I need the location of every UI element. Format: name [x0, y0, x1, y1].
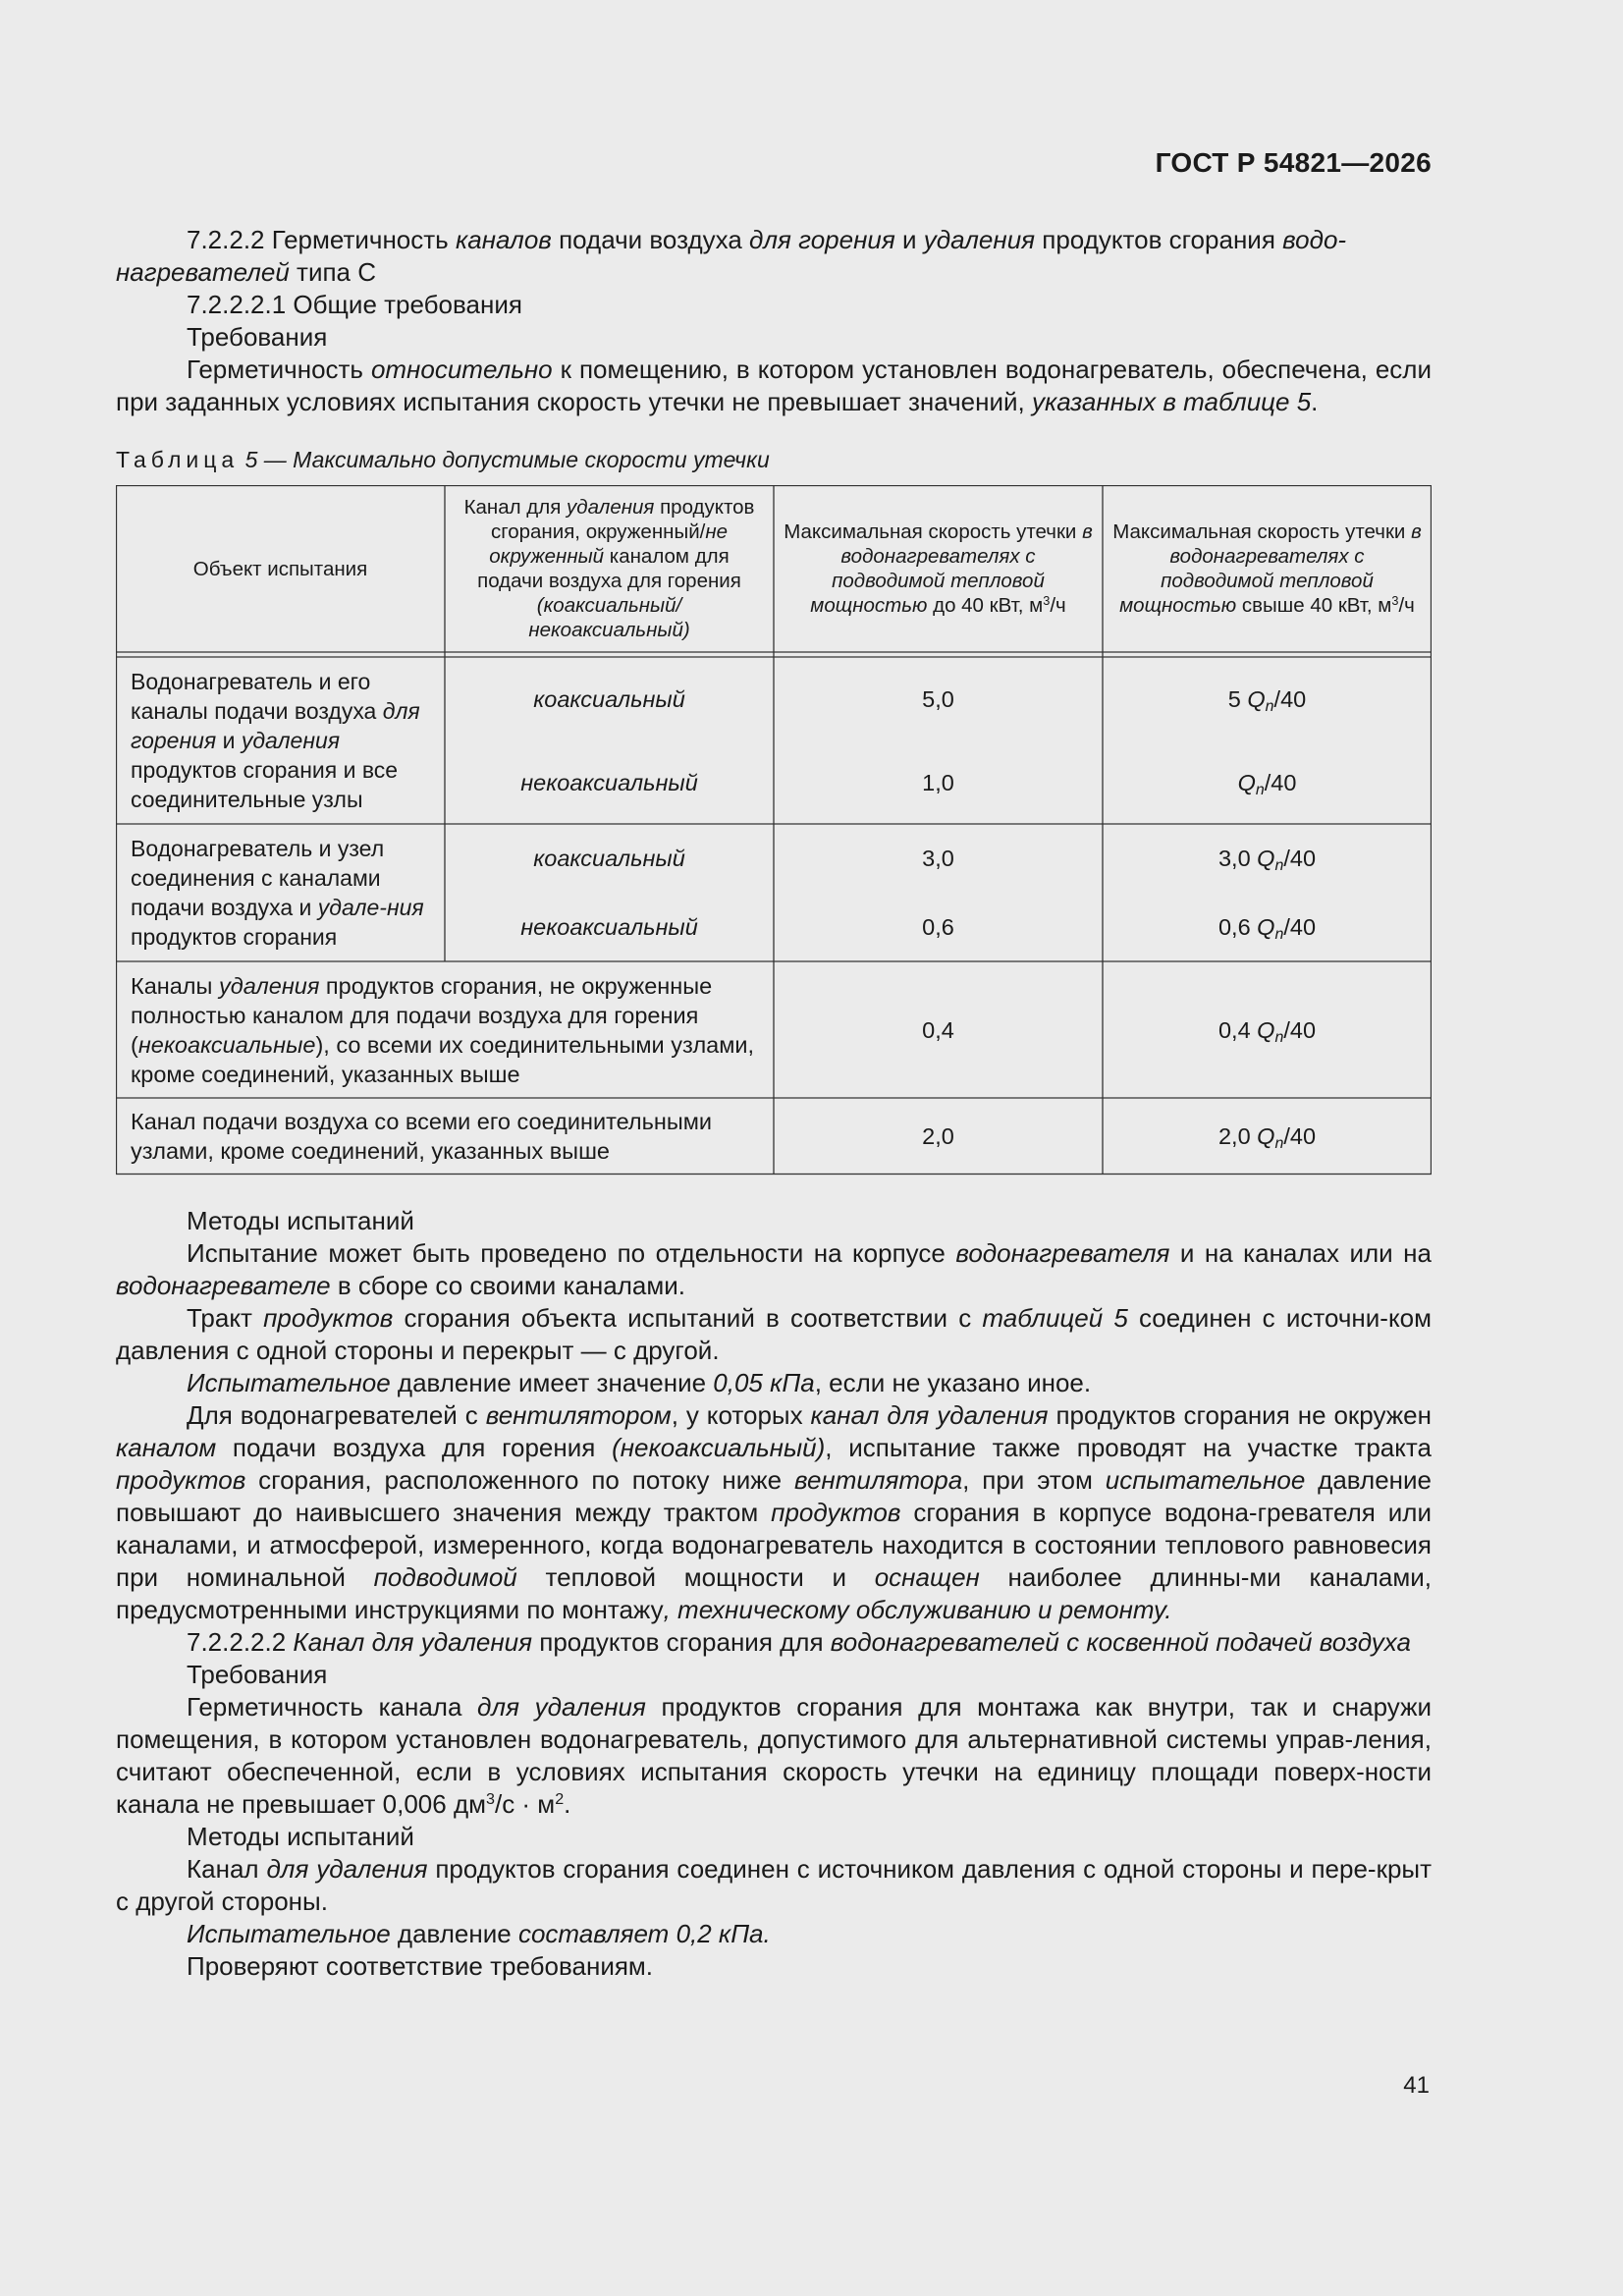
text-run: 7.2.2.2.1 Общие требования [187, 290, 522, 319]
text-run: 0,6 [922, 914, 954, 940]
text-run: Герметичность канала [187, 1692, 478, 1722]
page-number: 41 [1403, 2072, 1430, 2099]
intro-paragraph [116, 289, 1432, 321]
superscript: 3 [1043, 593, 1051, 609]
text-run: /с · м [494, 1789, 556, 1819]
text-run: ), со всеми их соединительными узлами, кроме соединений, указанных выше [131, 1031, 755, 1087]
text-run: Канал для [463, 496, 568, 519]
intro-paragraph [116, 354, 1432, 418]
text-run: Каналы [131, 972, 219, 999]
text-run: Требования [187, 322, 328, 352]
text-run: соединен с источни-ком давления с одной стороны и перекрыт — с другой. [116, 1303, 1432, 1365]
subscript: n [1274, 1028, 1284, 1046]
text-run: подачи воздуха для горения [216, 1433, 613, 1462]
text-run: тепловой мощности и [516, 1562, 875, 1592]
text-run: 0,4 [1217, 1016, 1258, 1043]
italic-run: относительно [370, 355, 553, 384]
leak-rate-table [116, 485, 1432, 1177]
body-paragraph [116, 1237, 1432, 1302]
text-run: 5,0 [922, 685, 954, 712]
text-run: и [894, 225, 924, 254]
italic-run: продуктов [263, 1303, 394, 1333]
body-paragraph [116, 1626, 1432, 1659]
text-run: продуктов сгорания не окружен [1048, 1400, 1432, 1430]
italic-run: водонагревателя [955, 1238, 1170, 1268]
text-run: /40 [1264, 769, 1297, 795]
text-run: сгорания объекта испытаний в соответствии с [393, 1303, 983, 1333]
text-run: , у которых [671, 1400, 811, 1430]
italic-run: водонагревателе [116, 1271, 331, 1300]
subscript: n [1274, 856, 1284, 874]
italic-run: некоаксиальные [137, 1031, 316, 1058]
italic-run: удаления [567, 496, 655, 519]
row2b-rate-over-40 [1103, 893, 1432, 961]
text-run: , испытание также проводят на участке тракта [825, 1433, 1432, 1462]
body-paragraph [116, 1659, 1432, 1691]
subscript: n [1265, 697, 1274, 715]
italic-run: для горения [131, 698, 420, 753]
text-run: 0,6 [1217, 914, 1258, 940]
italic-run: Канал для удаления [293, 1627, 533, 1657]
text-run: , если не указано иное. [814, 1368, 1092, 1397]
row2a-rate-over-40 [1103, 824, 1432, 893]
italic-run: продуктов [116, 1465, 246, 1495]
italic-run: в водонагревателях с подводимой тепловой мощностью [810, 520, 1093, 617]
body-paragraph [116, 1821, 1432, 1853]
text-run: Максимальная скорость утечки [1112, 520, 1412, 543]
row1b-rate-upto-40 [774, 740, 1103, 824]
row2b-rate-upto-40 [774, 893, 1103, 961]
intro-paragraph [116, 224, 1432, 289]
italic-run: Q [1247, 685, 1266, 712]
italic-run: канал для удаления [810, 1400, 1049, 1430]
text-run: продуктов сгорания для монтажа как внутри, так и снаружи помещения, в котором установлен водонагреватель, допустимого для альтернативной системы управ-ления, считают обеспеченной, если в условиях испытания скорость утечки на единицу площади поверх-ности канала не превышает 0,006 дм [116, 1692, 1432, 1819]
italic-run: для удаления [477, 1692, 646, 1722]
text-run: /40 [1283, 914, 1317, 940]
row4-rate-upto-40 [774, 1098, 1103, 1175]
row1a-rate-upto-40 [774, 657, 1103, 740]
italic-run: коаксиальный [533, 685, 685, 712]
body-paragraph [116, 1367, 1432, 1399]
text-run: 0,4 [922, 1016, 954, 1043]
italic-run: некоаксиальный [520, 769, 698, 795]
superscript: 2 [555, 1790, 565, 1809]
text-run: 7.2.2.2 Герметичность [187, 225, 456, 254]
text-run: Герметичность [187, 355, 371, 384]
text-run: и [216, 728, 242, 753]
italic-run: вентилятора [793, 1465, 963, 1495]
row1b-channel-type [445, 740, 774, 824]
body-paragraph [116, 1399, 1432, 1626]
italic-run: 0,05 кПа [713, 1368, 815, 1397]
italic-run: удаления [923, 225, 1036, 254]
body-paragraph [116, 1205, 1432, 1237]
header-rate-upto-40kw [774, 485, 1103, 652]
body-paragraph [116, 1853, 1432, 1918]
subscript: n [1274, 925, 1284, 943]
italic-run: Q [1257, 1016, 1275, 1043]
text-run: Требования [187, 1660, 328, 1689]
superscript: 3 [1391, 593, 1399, 609]
italic-run: Q [1257, 1123, 1275, 1149]
intro-paragraph [116, 321, 1432, 354]
text-run: до 40 кВт, м [927, 594, 1044, 617]
subscript: n [1255, 781, 1265, 798]
header-channel [445, 485, 774, 652]
italic-run: для удаления [266, 1854, 428, 1884]
superscript: 3 [486, 1790, 495, 1809]
text-run: продуктов сгорания и все соединительные узлы [131, 757, 399, 812]
row2a-channel-type [445, 824, 774, 893]
body-paragraph [116, 1918, 1432, 1950]
italic-run: составляет 0,2 кПа. [517, 1919, 771, 1948]
document-header: ГОСТ Р 54821—2026 [1155, 147, 1432, 178]
table-caption-text: 5 — Максимально допустимые скорости утечки [244, 447, 770, 472]
table-caption-label: Таблица [116, 447, 240, 472]
text-run: Водонагреватель и его каналы подачи воздуха [131, 669, 383, 724]
text-run: Для водонагревателей с [187, 1400, 486, 1430]
text-run: /40 [1283, 1016, 1317, 1043]
text-run: Канал [187, 1854, 267, 1884]
body-section [116, 1205, 1432, 1983]
text-run: /ч [1398, 594, 1415, 617]
text-run: Тракт [187, 1303, 264, 1333]
italic-run: коаксиальный [533, 846, 685, 871]
italic-run: в водонагревателях с подводимой тепловой мощностью [1119, 520, 1422, 617]
italic-run: водонагревателей с косвенной подачей воздуха [830, 1627, 1411, 1657]
row1a-channel-type [445, 657, 774, 740]
text-run: Максимальная скорость утечки [784, 520, 1083, 543]
text-run: наиболее длинны-ми каналами, предусмотренными инструкциями по монтажу [116, 1562, 1433, 1624]
row4-object [116, 1098, 774, 1175]
text-run: 3,0 [1217, 846, 1258, 871]
text-run: продуктов сгорания соединен с источником давления с одной стороны и пере-крыт с другой стороны. [116, 1854, 1432, 1916]
text-run: . [564, 1789, 571, 1819]
table-caption [116, 447, 770, 473]
text-run: продуктов сгорания, не окруженные полностью каналом для подачи воздуха для горения ( [131, 972, 713, 1058]
text-run: Методы испытаний [187, 1822, 414, 1851]
text-run: типа С [289, 257, 377, 287]
header-object [116, 485, 445, 652]
row1a-rate-over-40 [1103, 657, 1432, 740]
row3-rate-upto-40 [774, 961, 1103, 1098]
italic-run: испытательное [1105, 1465, 1306, 1495]
text-run: каналом для подачи воздуха для горения [477, 545, 741, 592]
text-run: Проверяют соответствие требованиям. [187, 1951, 654, 1981]
text-run: сгорания, расположенного по потоку ниже [245, 1465, 794, 1495]
text-run: давление [390, 1919, 518, 1948]
text-run: свыше 40 кВт, м [1236, 594, 1392, 617]
text-run: сгорания в корпусе водона-гревателя или каналами, и атмосферой, измеренного, когда водонагреватель находится в состоянии теплового равновесия при номинальной [116, 1498, 1432, 1592]
text-run: /40 [1283, 1123, 1317, 1149]
text-run: 5 [1227, 685, 1248, 712]
italic-run: Испытательное [187, 1919, 391, 1948]
text-run: к помещению, в котором установлен водонагреватель, обеспечена, если при заданных условиях испытания скорость утечки не превышает значений, [116, 355, 1432, 416]
text-run: Испытание может быть проведено по отдельности на корпусе [187, 1238, 956, 1268]
body-paragraph [116, 1302, 1432, 1367]
italic-run: , техническому обслуживанию и ремонту. [663, 1595, 1172, 1624]
text-run: /40 [1283, 846, 1317, 871]
text-run: . [1311, 387, 1319, 416]
text-run: 3,0 [922, 846, 954, 871]
body-paragraph [116, 1691, 1432, 1821]
intro-section [116, 224, 1432, 418]
text-run: давление имеет значение [390, 1368, 714, 1397]
italic-run: вентилятором [485, 1400, 672, 1430]
text-run: Методы испытаний [187, 1206, 414, 1235]
text-run: 1,0 [922, 769, 954, 795]
italic-run: продуктов [771, 1498, 901, 1527]
italic-run: удаления [241, 728, 341, 753]
italic-run: каналом [116, 1433, 217, 1462]
text-run: Канал подачи воздуха со всеми его соединительными узлами, кроме соединений, указанных выше [131, 1109, 712, 1164]
text-run: Водонагреватель и узел соединения с каналами подачи воздуха и [131, 836, 385, 920]
row3-rate-over-40 [1103, 961, 1432, 1098]
text-run: продуктов сгорания [131, 924, 338, 950]
italic-run: таблицей 5 [982, 1303, 1128, 1333]
italic-run: подводимой [373, 1562, 517, 1592]
italic-run: водо-нагревателей [116, 225, 1347, 287]
row3-object [116, 961, 774, 1098]
italic-run: не окруженный [489, 520, 729, 568]
italic-run: удале-ния [317, 895, 424, 920]
text-run: /ч [1050, 594, 1066, 617]
text-run: Объект испытания [192, 557, 368, 580]
italic-run: некоаксиальный [520, 914, 698, 940]
row2a-rate-upto-40 [774, 824, 1103, 893]
italic-run: указанных в таблице 5 [1031, 387, 1312, 416]
italic-run: для горения [749, 225, 895, 254]
italic-run: Q [1257, 846, 1275, 871]
row2b-channel-type [445, 893, 774, 961]
text-run: давление повышают до наивысшего значения между трактом [116, 1465, 1432, 1527]
text-run: продуктов сгорания, окруженный/ [490, 496, 755, 543]
italic-run: оснащен [874, 1562, 980, 1592]
text-run: и на каналах или на [1169, 1238, 1432, 1268]
row4-rate-over-40 [1103, 1098, 1432, 1175]
text-run: , при этом [962, 1465, 1106, 1495]
italic-run: Q [1237, 769, 1256, 795]
header-rate-over-40kw [1103, 485, 1432, 652]
text-run: в сборе со своими каналами. [330, 1271, 685, 1300]
text-run: продуктов сгорания для [532, 1627, 831, 1657]
text-run: 2,0 [922, 1123, 954, 1149]
text-run: продуктов сгорания [1035, 225, 1283, 254]
italic-run: Испытательное [187, 1368, 391, 1397]
italic-run: (коаксиальный/ некоаксиальный) [528, 594, 690, 641]
text-run: подачи воздуха [551, 225, 750, 254]
row2-object [116, 824, 445, 961]
row1b-rate-over-40 [1103, 740, 1432, 824]
italic-run: (некоаксиальный) [612, 1433, 826, 1462]
body-paragraph [116, 1950, 1432, 1983]
text-run: 2,0 [1217, 1123, 1258, 1149]
subscript: n [1274, 1134, 1284, 1152]
row1-object [116, 657, 445, 824]
italic-run: каналов [455, 225, 552, 254]
text-run: 7.2.2.2.2 [187, 1627, 294, 1657]
italic-run: удаления [218, 972, 320, 999]
italic-run: Q [1257, 914, 1275, 940]
text-run: /40 [1273, 685, 1307, 712]
